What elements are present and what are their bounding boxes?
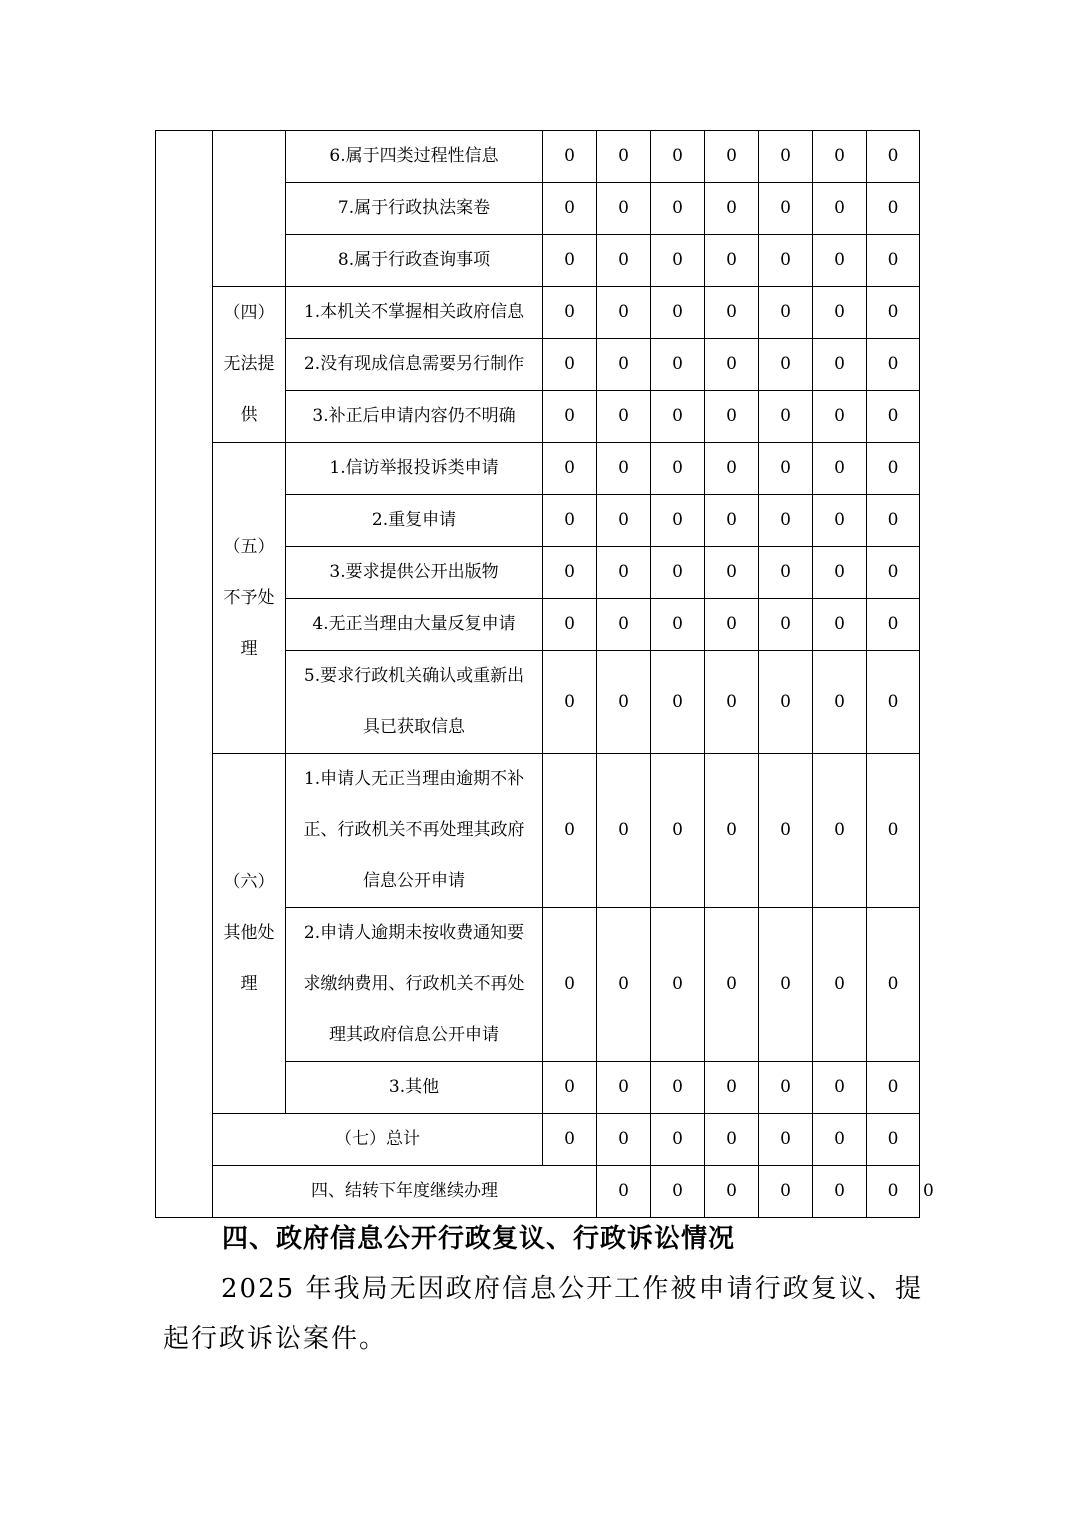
cell-value: 0: [759, 754, 813, 908]
row-label-line: 理其政府信息公开申请: [329, 1025, 499, 1045]
cell-value: 0: [813, 547, 867, 599]
cell-value: 0: [597, 131, 651, 183]
cell-value: 0: [597, 183, 651, 235]
cell-value: 0: [867, 235, 920, 287]
table-row-carry-over: 四、结转下年度继续办理 0 0 0 0 0 0 0: [156, 1166, 920, 1218]
cell-value: 0: [705, 391, 759, 443]
row-label: 3.其他: [286, 1062, 543, 1114]
row-label-line: 具已获取信息: [363, 717, 465, 737]
cell-value: 0: [759, 547, 813, 599]
cell-value: 0: [813, 495, 867, 547]
cell-value: 0: [759, 1166, 813, 1218]
cell-value: 0: [705, 1062, 759, 1114]
cell-value: 0: [651, 131, 705, 183]
cell-value: 0: [759, 339, 813, 391]
row-label: [286, 754, 543, 908]
cell-value: 0: [651, 339, 705, 391]
row-label-line: 求缴纳费用、行政机关不再处: [303, 974, 525, 994]
cell-value: 0: [543, 391, 597, 443]
cell-value: 0: [651, 651, 705, 754]
cell-value: 0: [705, 908, 759, 1062]
cell-value: 0: [597, 1062, 651, 1114]
group-label-other-processing: [213, 754, 286, 1114]
cell-value: 0: [867, 547, 920, 599]
cell-value: 0: [759, 391, 813, 443]
cell-value: 0: [813, 754, 867, 908]
section-heading: 四、政府信息公开行政复议、行政诉讼情况: [222, 1224, 736, 1254]
cell-value: 0: [651, 908, 705, 1062]
cell-value: 0: [759, 443, 813, 495]
cell-value: 0: [867, 391, 920, 443]
cell-value: 0: [651, 495, 705, 547]
cell-value: 0: [759, 651, 813, 754]
cell-value: 0: [651, 1062, 705, 1114]
cell-value: 0: [705, 651, 759, 754]
cell-value: 0: [597, 547, 651, 599]
cell-value: 0: [543, 754, 597, 908]
row-label: 6.属于四类过程性信息: [286, 131, 543, 183]
cell-value: 0: [597, 443, 651, 495]
cell-value: 0: [543, 495, 597, 547]
group-cell-continued: [213, 131, 286, 287]
cell-value: 0: [867, 599, 920, 651]
cell-value: 0: [543, 547, 597, 599]
cell-value: 0: [759, 183, 813, 235]
cell-value: 0: [597, 287, 651, 339]
group-label-line: （四）: [223, 303, 275, 323]
cell-value: 0: [759, 1062, 813, 1114]
row-label: 7.属于行政执法案卷: [286, 183, 543, 235]
cell-value: 0: [759, 599, 813, 651]
row-label: 3.要求提供公开出版物: [286, 547, 543, 599]
row-label: 1.信访举报投诉类申请: [286, 443, 543, 495]
group-label-line: （六）: [223, 872, 275, 892]
group-label-line: 供: [240, 405, 258, 425]
cell-value: 0: [543, 599, 597, 651]
group-label-cannot-provide: [213, 287, 286, 443]
cell-value: 0: [813, 287, 867, 339]
cell-value: 0: [597, 391, 651, 443]
row-label: 8.属于行政查询事项: [286, 235, 543, 287]
table-row: [156, 443, 920, 495]
cell-value: 0: [543, 651, 597, 754]
cell-value: 0: [759, 235, 813, 287]
cell-value: 0: [705, 495, 759, 547]
cell-value: 0: [759, 1114, 813, 1166]
row-label-line: 2.申请人逾期未按收费通知要: [303, 923, 525, 943]
total-label: （七）总计: [213, 1114, 543, 1166]
row-label-line: 正、行政机关不再处理其政府: [303, 820, 525, 840]
group-label-line: 理: [240, 638, 258, 659]
carry-over-label: 四、结转下年度继续办理: [213, 1166, 597, 1218]
row-label: 4.无正当理由大量反复申请: [286, 599, 543, 651]
cell-value: 0: [759, 287, 813, 339]
cell-value: 0: [705, 1114, 759, 1166]
row-label: 2.没有现成信息需要另行制作: [286, 339, 543, 391]
cell-value: 0: [705, 599, 759, 651]
group-label-not-processed: [213, 443, 286, 754]
cell-value: 0: [705, 443, 759, 495]
cell-value: 0: [867, 339, 920, 391]
cell-value: 0: [813, 1062, 867, 1114]
section-paragraph: 2025 年我局无因政府信息公开工作被申请行政复议、提起行政诉讼案件。: [163, 1274, 923, 1354]
cell-value: 0: [813, 183, 867, 235]
cell-value: 0: [651, 1166, 705, 1218]
cell-value: 0: [813, 651, 867, 754]
cell-value: 0: [867, 908, 920, 1062]
cell-value: 0: [867, 1114, 920, 1166]
cell-value: 0: [867, 495, 920, 547]
cell-value: 0: [813, 1166, 867, 1218]
row-label: [286, 908, 543, 1062]
cell-value: 0: [867, 183, 920, 235]
cell-value: 0: [867, 287, 920, 339]
cell-value: 0: [543, 183, 597, 235]
cell-value: 0: [813, 443, 867, 495]
group-label-line: 其他处: [223, 923, 275, 943]
cell-value: 0: [867, 651, 920, 754]
cell-value: 0: [813, 235, 867, 287]
cell-value: 0: [543, 1114, 597, 1166]
cell-value: 0: [543, 287, 597, 339]
cell-value: 0: [867, 1062, 920, 1114]
group-label-line: 理: [240, 974, 258, 994]
cell-value: 0: [543, 908, 597, 1062]
cell-value: 0: [867, 131, 920, 183]
cell-value: 0: [813, 131, 867, 183]
cell-value: 0: [867, 754, 920, 908]
cell-value: 0: [759, 495, 813, 547]
table-row: [156, 287, 920, 339]
cell-value: 0: [759, 908, 813, 1062]
row-label-line: 5.要求行政机关确认或重新出: [303, 666, 525, 686]
cell-value: 0: [651, 391, 705, 443]
cell-value: 0: [813, 339, 867, 391]
cell-value: 0: [597, 495, 651, 547]
row-label: 2.重复申请: [286, 495, 543, 547]
cell-value: 0: [705, 339, 759, 391]
cell-value: 0: [651, 1114, 705, 1166]
statistics-table: [155, 130, 934, 1218]
cell-value: 0: [705, 287, 759, 339]
cell-value: 0: [651, 754, 705, 908]
cell-value: 0: [597, 1114, 651, 1166]
table-row: [156, 754, 920, 908]
table-row-total: [156, 1114, 920, 1166]
cell-value: 0: [651, 235, 705, 287]
cell-value: 0: [597, 339, 651, 391]
cell-value: 0: [705, 183, 759, 235]
row-label-line: 信息公开申请: [363, 871, 465, 891]
cell-value: 0: [597, 908, 651, 1062]
cell-value: 0: [813, 599, 867, 651]
cell-value: 0: [597, 235, 651, 287]
cell-value: 0: [651, 599, 705, 651]
row-label: 3.补正后申请内容仍不明确: [286, 391, 543, 443]
cell-value: 0: [705, 754, 759, 908]
cell-value: 0: [651, 183, 705, 235]
cell-value: 0: [867, 443, 920, 495]
row-label-line: 1.申请人无正当理由逾期不补: [303, 769, 525, 789]
cell-value: 0: [543, 131, 597, 183]
cell-value: 0: [705, 235, 759, 287]
cell-value: 0: [543, 235, 597, 287]
group-label-line: （五）: [223, 536, 275, 557]
cell-value: 0: [597, 754, 651, 908]
group-label-line: 不予处: [223, 587, 275, 608]
cell-value: 0: [867, 1166, 920, 1218]
group-label-line: 无法提: [223, 354, 275, 374]
cell-value: 0: [651, 443, 705, 495]
row-label: [286, 651, 543, 754]
cell-value: 0: [543, 443, 597, 495]
cell-value: 0: [813, 391, 867, 443]
cell-value: 0: [705, 547, 759, 599]
row-label: 1.本机关不掌握相关政府信息: [286, 287, 543, 339]
cell-value: 0: [597, 1166, 651, 1218]
table-row: [156, 131, 920, 183]
cell-value: 0: [813, 908, 867, 1062]
outer-group-cell: [156, 131, 213, 1218]
cell-value: 0: [759, 131, 813, 183]
cell-value: 0: [651, 287, 705, 339]
cell-value: 0: [705, 1166, 759, 1218]
cell-value: 0: [543, 339, 597, 391]
cell-value: 0: [705, 131, 759, 183]
cell-value: 0: [543, 1062, 597, 1114]
cell-value: 0: [597, 599, 651, 651]
cell-value: 0: [597, 651, 651, 754]
cell-value: 0: [651, 547, 705, 599]
cell-value: 0: [813, 1114, 867, 1166]
